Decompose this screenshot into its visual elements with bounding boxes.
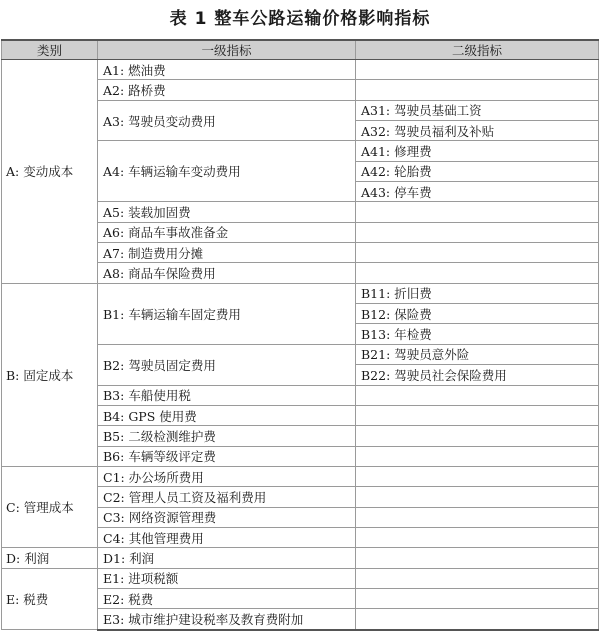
- category-cell: E: 税费: [2, 568, 98, 630]
- level2-cell: [356, 466, 599, 486]
- level2-cell: [356, 446, 599, 466]
- level2-cell: A32: 驾驶员福利及补贴: [356, 121, 599, 141]
- level1-cell: C4: 其他管理费用: [98, 527, 356, 547]
- level2-cell: [356, 507, 599, 527]
- header-level1: 一级指标: [98, 40, 356, 60]
- table-row: [2, 548, 599, 568]
- level2-cell: [356, 405, 599, 425]
- category-cell: B: 固定成本: [2, 283, 98, 466]
- level2-cell: [356, 80, 599, 100]
- level2-cell: A31: 驾驶员基础工资: [356, 100, 599, 120]
- level1-cell: B5: 二级检测维护费: [98, 426, 356, 446]
- level1-cell: B2: 驾驶员固定费用: [98, 344, 356, 385]
- level2-cell: [356, 548, 599, 568]
- level1-cell: C2: 管理人员工资及福利费用: [98, 487, 356, 507]
- level2-cell: A42: 轮胎费: [356, 161, 599, 181]
- level1-cell: C3: 网络资源管理费: [98, 507, 356, 527]
- level2-cell: B11: 折旧费: [356, 283, 599, 303]
- level2-cell: A43: 停车费: [356, 182, 599, 202]
- table-row: [2, 466, 599, 486]
- level1-cell: B3: 车船使用税: [98, 385, 356, 405]
- level2-cell: [356, 426, 599, 446]
- level1-cell: A7: 制造费用分摊: [98, 243, 356, 263]
- level1-cell: A3: 驾驶员变动费用: [98, 100, 356, 141]
- header-category: 类别: [2, 40, 98, 60]
- level2-cell: [356, 60, 599, 80]
- table-row: [2, 60, 599, 80]
- category-cell: D: 利润: [2, 548, 98, 568]
- table-header: [2, 40, 599, 60]
- level1-cell: B4: GPS 使用费: [98, 405, 356, 425]
- level1-cell: A5: 装载加固费: [98, 202, 356, 222]
- level1-cell: A6: 商品车事故准备金: [98, 222, 356, 242]
- level2-cell: A41: 修理费: [356, 141, 599, 161]
- level1-cell: C1: 办公场所费用: [98, 466, 356, 486]
- level1-cell: E1: 进项税额: [98, 568, 356, 588]
- level1-cell: A1: 燃油费: [98, 60, 356, 80]
- level2-cell: [356, 243, 599, 263]
- level1-cell: E2: 税费: [98, 588, 356, 608]
- level2-cell: [356, 527, 599, 547]
- level2-cell: [356, 568, 599, 588]
- level2-cell: B13: 年检费: [356, 324, 599, 344]
- table-row: [2, 568, 599, 588]
- level2-cell: B12: 保险费: [356, 304, 599, 324]
- table-title: 表 1 整车公路运输价格影响指标: [169, 9, 431, 29]
- level1-cell: B1: 车辆运输车固定费用: [98, 283, 356, 344]
- table-body: [2, 60, 599, 630]
- level2-cell: [356, 385, 599, 405]
- level2-cell: B21: 驾驶员意外险: [356, 344, 599, 364]
- level2-cell: [356, 609, 599, 630]
- header-row: [2, 40, 599, 60]
- level1-cell: A2: 路桥费: [98, 80, 356, 100]
- category-cell: A: 变动成本: [2, 60, 98, 284]
- level2-cell: [356, 487, 599, 507]
- level2-cell: [356, 263, 599, 283]
- table-row: [2, 283, 599, 303]
- level2-cell: [356, 202, 599, 222]
- indicator-table: [1, 39, 599, 631]
- level1-cell: A4: 车辆运输车变动费用: [98, 141, 356, 202]
- level2-cell: B22: 驾驶员社会保险费用: [356, 365, 599, 385]
- level1-cell: A8: 商品车保险费用: [98, 263, 356, 283]
- category-cell: C: 管理成本: [2, 466, 98, 547]
- level1-cell: B6: 车辆等级评定费: [98, 446, 356, 466]
- level2-cell: [356, 588, 599, 608]
- header-level2: 二级指标: [356, 40, 599, 60]
- level2-cell: [356, 222, 599, 242]
- level1-cell: D1: 利润: [98, 548, 356, 568]
- level1-cell: E3: 城市维护建设税率及教育费附加: [98, 609, 356, 630]
